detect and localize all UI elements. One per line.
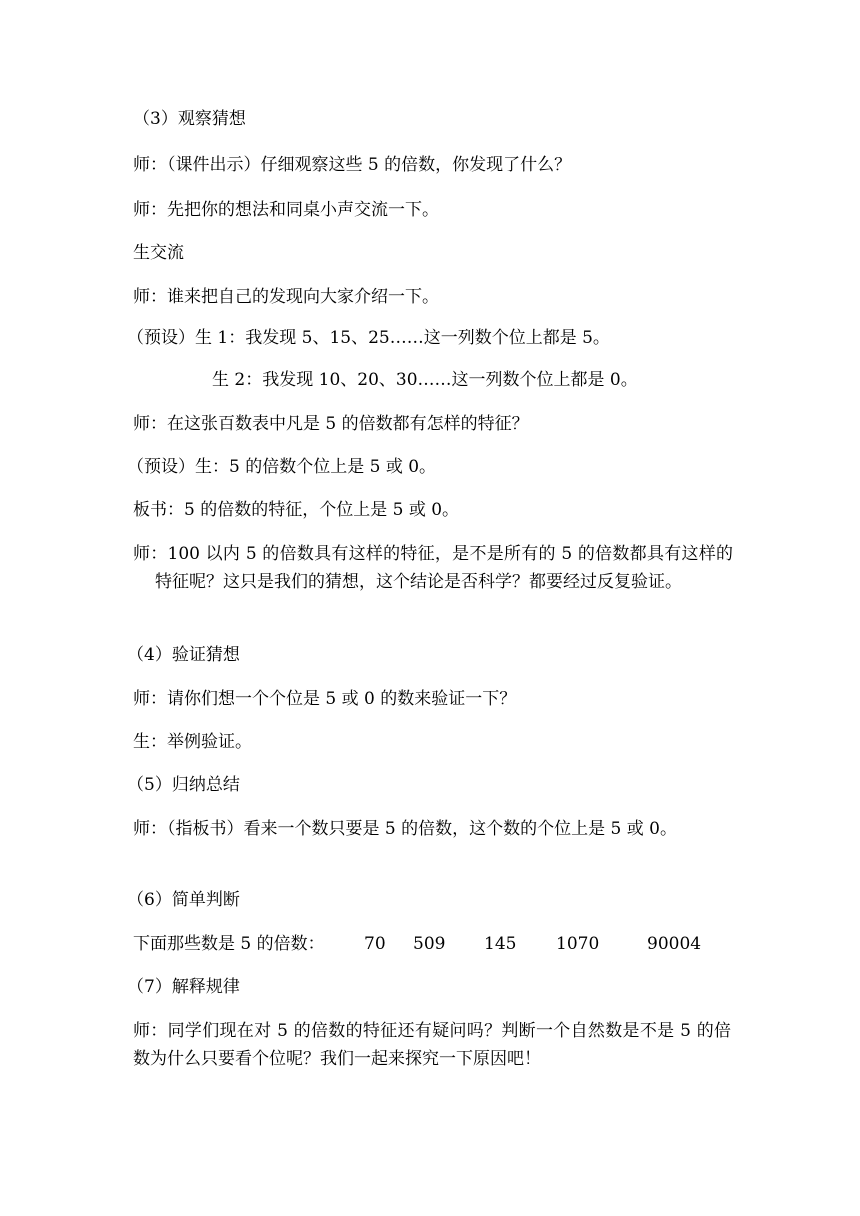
- teacher-line: 师：（课件出示）仔细观察这些 5 的倍数，你发现了什么？: [133, 155, 572, 175]
- section-heading-verify-guess: （4）验证猜想: [127, 645, 240, 665]
- number-item: 145: [484, 934, 517, 954]
- section-heading-observe-guess: （3）观察猜想: [133, 109, 246, 129]
- student-line: 生：举例验证。: [133, 732, 252, 752]
- judgment-line: [133, 930, 733, 958]
- judgment-prompt: 下面那些数是 5 的倍数：: [133, 934, 325, 954]
- teacher-line: 师：谁来把自己的发现向大家介绍一下。: [133, 287, 439, 307]
- section-heading-summary: （5）归纳总结: [127, 775, 240, 795]
- section-heading-simple-judgment: （6）简单判断: [127, 890, 240, 910]
- teacher-line: 师：先把你的想法和同桌小声交流一下。: [133, 200, 439, 220]
- teacher-paragraph: 师：同学们现在对 5 的倍数的特征还有疑问吗？判断一个自然数是不是 5 的倍数为什么只要看个位呢？我们一起来探究一下原因吧！: [133, 1021, 731, 1069]
- student-line: 生交流: [133, 243, 184, 263]
- preset-answer-line: （预设）生 1：我发现 5、15、25……这一列数个位上都是 5。: [127, 328, 610, 348]
- preset-answer-line: 生 2：我发现 10、20、30……这一列数个位上都是 0。: [212, 370, 638, 390]
- number-item: 90004: [647, 934, 702, 954]
- number-item: 70: [364, 934, 386, 954]
- number-item: 509: [413, 934, 446, 954]
- section-heading-explain-rule: （7）解释规律: [127, 977, 240, 997]
- teacher-paragraph: 师：100 以内 5 的倍数具有这样的特征，是不是所有的 5 的倍数都具有这样的特征呢？这只是我们的猜想，这个结论是否科学？都要经过反复验证。: [133, 544, 733, 592]
- number-item: 1070: [556, 934, 600, 954]
- preset-answer-line: （预设）生：5 的倍数个位上是 5 或 0。: [127, 457, 437, 477]
- teacher-line: 师：请你们想一个个位是 5 或 0 的数来验证一下？: [133, 689, 517, 709]
- teacher-paragraph: 师：（指板书）看来一个数只要是 5 的倍数，这个数的个位上是 5 或 0。: [133, 819, 677, 839]
- teacher-line: 师：在这张百数表中凡是 5 的倍数都有怎样的特征？: [133, 414, 529, 434]
- board-writing-line: 板书：5 的倍数的特征，个位上是 5 或 0。: [133, 500, 460, 520]
